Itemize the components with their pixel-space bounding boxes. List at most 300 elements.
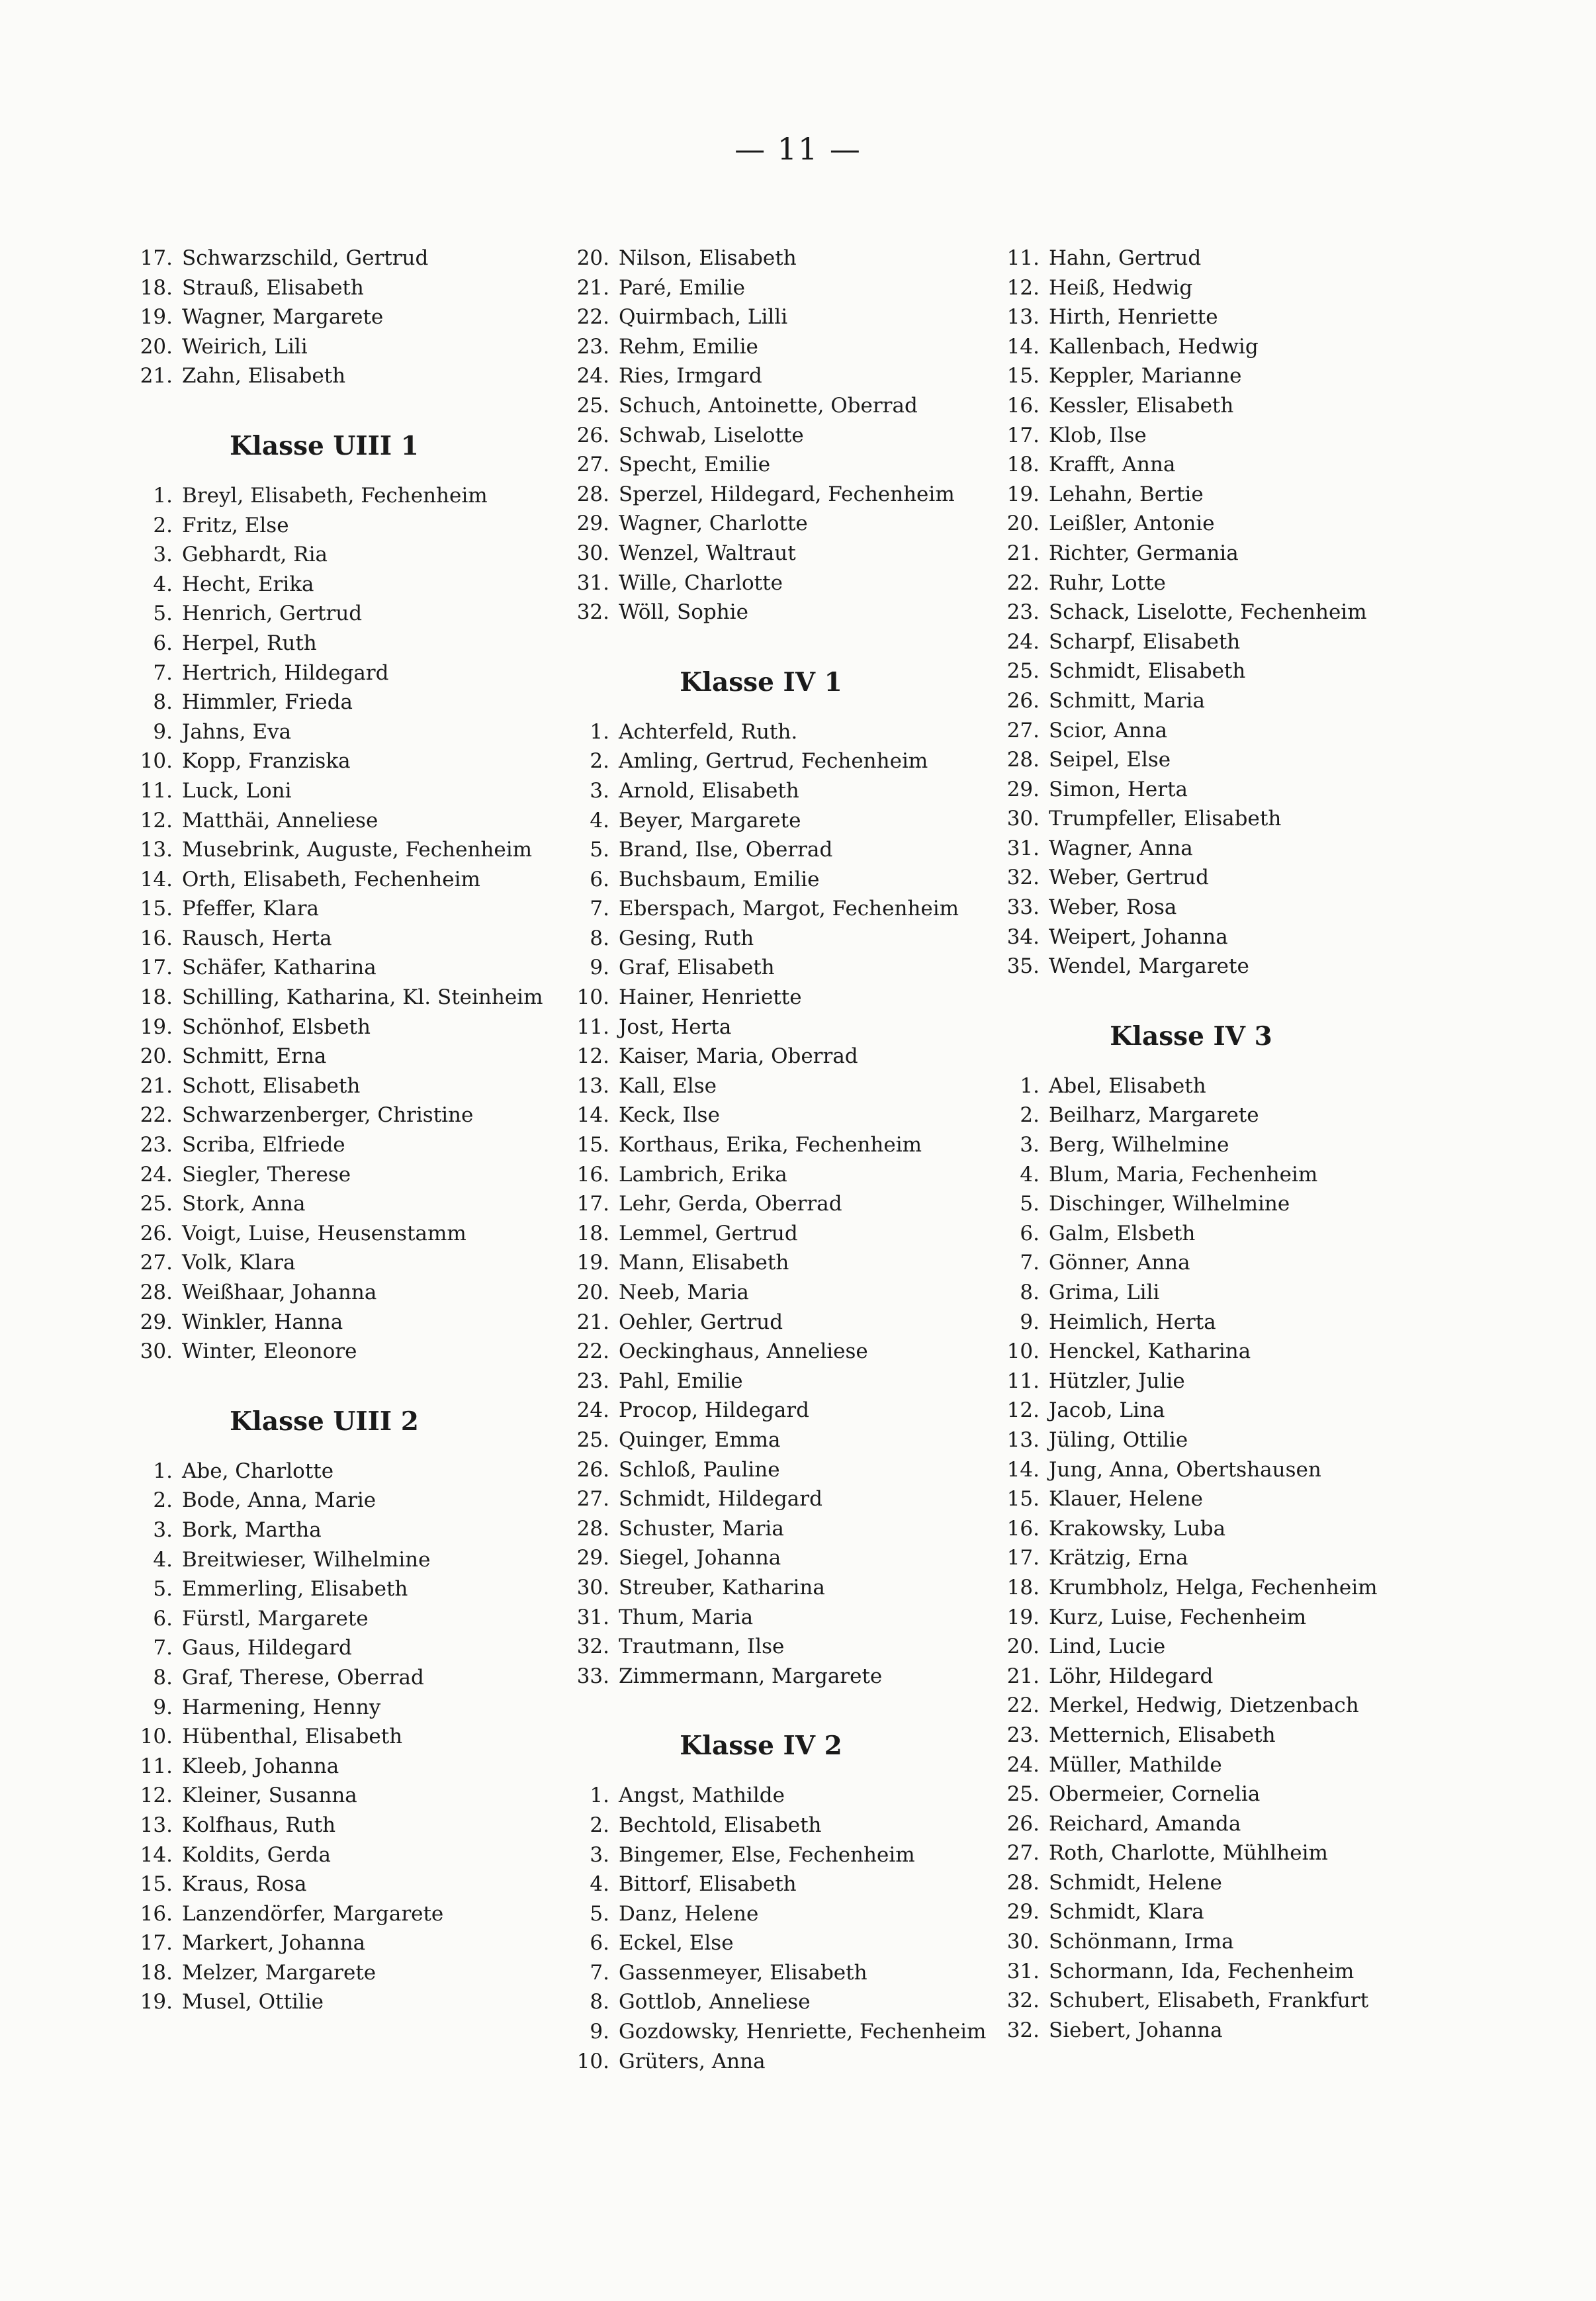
student-entry: [559, 1603, 1036, 1633]
entry-name: Roth, Charlotte, Mühlheim: [1049, 1841, 1328, 1866]
student-entry: [989, 1662, 1466, 1692]
student-entry: [122, 1219, 599, 1249]
entry-name: Quinger, Emma: [619, 1427, 781, 1452]
student-entry: [989, 1780, 1466, 1809]
entry-number: 19.: [140, 305, 173, 330]
entry-number: 2.: [1020, 1103, 1040, 1128]
entry-name: Schwarzschild, Gertrud: [182, 246, 429, 270]
entry-name: Schubert, Elisabeth, Frankfurt: [1049, 1989, 1369, 2013]
student-entry: [989, 1721, 1466, 1750]
student-entry: [989, 1219, 1466, 1249]
student-entry: [989, 686, 1466, 716]
entry-number: 13.: [1006, 1427, 1040, 1452]
entry-name: Henrich, Gertrud: [182, 602, 363, 626]
entry-name: Merkel, Hedwig, Dietzenbach: [1049, 1693, 1359, 1718]
entry-name: Reichard, Amanda: [1049, 1811, 1241, 1836]
entry-name: Thum, Maria: [619, 1605, 754, 1629]
entry-name: Kolfhaus, Ruth: [182, 1813, 336, 1837]
student-entry: [559, 1071, 1036, 1101]
entry-name: Stork, Anna: [182, 1192, 306, 1216]
entry-number: 14.: [1006, 1457, 1040, 1482]
entry-name: Bittorf, Elisabeth: [619, 1872, 797, 1897]
entry-name: Weirich, Lili: [182, 334, 308, 359]
entry-number: 16.: [140, 1901, 173, 1926]
entry-name: Blum, Maria, Fechenheim: [1049, 1162, 1318, 1187]
entry-name: Henckel, Katharina: [1049, 1339, 1251, 1364]
entry-number: 26.: [140, 1221, 173, 1245]
student-entry: [559, 598, 1036, 627]
student-entry: [559, 1870, 1036, 1899]
student-entry: [989, 1809, 1466, 1839]
entry-name: Kleeb, Johanna: [182, 1754, 339, 1778]
student-entry: [559, 539, 1036, 568]
entry-name: Siegler, Therese: [182, 1162, 351, 1187]
entry-name: Achterfeld, Ruth.: [619, 719, 798, 744]
student-entry: [122, 599, 599, 629]
entry-name: Herpel, Ruth: [182, 631, 317, 655]
entry-number: 17.: [1006, 423, 1040, 447]
entry-number: 13.: [1006, 305, 1040, 330]
entry-number: 16.: [1006, 1516, 1040, 1541]
page-number: — 11 —: [734, 131, 862, 167]
student-entry: [559, 1308, 1036, 1337]
student-entry: [559, 332, 1036, 362]
entry-number: 22.: [1006, 1693, 1040, 1718]
entry-name: Lind, Lucie: [1049, 1635, 1166, 1659]
student-entry: [122, 1928, 599, 1958]
entry-name: Krakowsky, Luba: [1049, 1516, 1226, 1541]
entry-number: 32.: [576, 1635, 609, 1659]
entry-number: 8.: [153, 1665, 173, 1690]
entry-name: Eberspach, Margot, Fechenheim: [619, 897, 959, 921]
entry-number: 19.: [576, 1251, 609, 1275]
entry-name: Jüling, Ottilie: [1049, 1427, 1188, 1452]
student-entry: [559, 1278, 1036, 1308]
entry-name: Weipert, Johanna: [1049, 925, 1228, 949]
student-entry: [122, 1545, 599, 1575]
student-entry: [122, 688, 599, 717]
entry-number: 20.: [140, 1044, 173, 1069]
entry-name: Lambrich, Erika: [619, 1162, 787, 1187]
entry-number: 5.: [590, 838, 609, 862]
entry-number: 17.: [140, 1931, 173, 1956]
entry-number: 20.: [140, 334, 173, 359]
entry-name: Gesing, Ruth: [619, 926, 754, 950]
entry-number: 23.: [576, 334, 609, 359]
entry-name: Gozdowsky, Henriette, Fechenheim: [619, 2020, 987, 2044]
student-entry: [122, 1781, 599, 1811]
entry-name: Scharpf, Elisabeth: [1049, 629, 1241, 654]
entry-name: Fritz, Else: [182, 513, 289, 537]
student-entry: [989, 923, 1466, 952]
entry-name: Quirmbach, Lilli: [619, 305, 788, 330]
entry-number: 4.: [590, 1872, 609, 1897]
student-entry: [122, 302, 599, 332]
student-entry: [122, 1870, 599, 1899]
student-entry: [989, 1957, 1466, 1987]
student-entry: [122, 1337, 599, 1367]
entry-name: Schmidt, Hildegard: [619, 1487, 822, 1511]
entry-number: 30.: [1006, 807, 1040, 831]
entry-number: 3.: [1020, 1133, 1040, 1157]
student-entry: [122, 273, 599, 303]
entry-number: 33.: [1006, 895, 1040, 920]
entry-number: 19.: [140, 1015, 173, 1039]
entry-number: 18.: [140, 985, 173, 1010]
entry-name: Klob, Ilse: [1049, 423, 1147, 447]
entry-number: 21.: [576, 1310, 609, 1334]
student-entry: [559, 1811, 1036, 1840]
entry-number: 20.: [576, 246, 609, 270]
student-entry: [559, 1662, 1036, 1692]
entry-name: Gottlob, Anneliese: [619, 1990, 811, 2014]
entry-name: Wenzel, Waltraut: [619, 541, 796, 565]
student-entry: [122, 1486, 599, 1515]
entry-name: Schuster, Maria: [619, 1516, 784, 1541]
entry-name: Specht, Emilie: [619, 453, 771, 477]
student-entry: [559, 568, 1036, 598]
entry-name: Bode, Anna, Marie: [182, 1488, 377, 1513]
entry-number: 11.: [140, 1754, 173, 1778]
student-entry: [122, 1693, 599, 1723]
entry-name: Hahn, Gertrud: [1049, 246, 1202, 270]
entry-number: 2.: [590, 1813, 609, 1837]
entry-name: Hirth, Henriette: [1049, 305, 1218, 330]
class-heading: Klasse UIII 2: [230, 1406, 419, 1437]
student-entry: [559, 1543, 1036, 1573]
entry-name: Luck, Loni: [182, 778, 292, 803]
entry-number: 24.: [576, 1398, 609, 1423]
student-entry: [989, 1455, 1466, 1485]
student-entry: [559, 835, 1036, 865]
entry-number: 24.: [1006, 1752, 1040, 1777]
student-entry: [122, 1987, 599, 2017]
entry-name: Amling, Gertrud, Fechenheim: [619, 749, 928, 774]
entry-number: 1.: [590, 719, 609, 744]
student-entry: [122, 894, 599, 924]
student-entry: [989, 391, 1466, 421]
student-entry: [122, 953, 599, 983]
student-entry: [989, 893, 1466, 923]
entry-name: Weber, Gertrud: [1049, 866, 1210, 890]
entry-number: 31.: [1006, 836, 1040, 860]
entry-number: 19.: [140, 1990, 173, 2014]
student-entry: [989, 1396, 1466, 1425]
entry-name: Heimlich, Herta: [1049, 1310, 1216, 1334]
entry-name: Brand, Ilse, Oberrad: [619, 838, 833, 862]
entry-name: Hainer, Henriette: [619, 985, 802, 1010]
entry-number: 14.: [1006, 334, 1040, 359]
student-entry: [122, 1071, 599, 1101]
entry-name: Zahn, Elisabeth: [182, 364, 346, 388]
entry-number: 14.: [140, 867, 173, 891]
entry-name: Siebert, Johanna: [1049, 2018, 1223, 2042]
entry-name: Schloß, Pauline: [619, 1457, 780, 1482]
entry-name: Emmerling, Elisabeth: [182, 1577, 408, 1602]
entry-number: 32.: [576, 600, 609, 625]
entry-number: 16.: [140, 926, 173, 950]
student-entry: [989, 273, 1466, 303]
student-entry: [559, 776, 1036, 806]
entry-name: Jost, Herta: [619, 1015, 732, 1039]
entry-name: Pfeffer, Klara: [182, 897, 320, 921]
entry-number: 7.: [1020, 1251, 1040, 1275]
entry-name: Matthäi, Anneliese: [182, 808, 378, 833]
entry-number: 24.: [1006, 629, 1040, 654]
entry-number: 3.: [153, 543, 173, 567]
entry-name: Musebrink, Auguste, Fechenheim: [182, 838, 532, 862]
entry-number: 15.: [140, 897, 173, 921]
student-entry: [559, 1396, 1036, 1425]
entry-name: Kraus, Rosa: [182, 1872, 307, 1897]
student-entry: [989, 539, 1466, 568]
entry-name: Obermeier, Cornelia: [1049, 1782, 1261, 1807]
entry-name: Dischinger, Wilhelmine: [1049, 1192, 1290, 1216]
student-entry: [559, 1013, 1036, 1042]
entry-number: 32.: [1006, 866, 1040, 890]
student-entry: [989, 745, 1466, 775]
student-entry: [122, 717, 599, 747]
entry-number: 11.: [1006, 1369, 1040, 1393]
student-entry: [122, 1160, 599, 1190]
student-entry: [989, 1101, 1466, 1130]
entry-number: 25.: [1006, 659, 1040, 684]
entry-number: 27.: [1006, 718, 1040, 743]
entry-number: 17.: [576, 1192, 609, 1216]
entry-number: 2.: [590, 749, 609, 774]
entry-number: 27.: [576, 453, 609, 477]
entry-number: 9.: [153, 1695, 173, 1719]
student-entry: [989, 1750, 1466, 1780]
entry-name: Breitwieser, Wilhelmine: [182, 1547, 431, 1572]
student-entry: [122, 658, 599, 688]
student-entry: [989, 1543, 1466, 1573]
entry-number: 4.: [1020, 1162, 1040, 1187]
student-entry: [122, 629, 599, 658]
entry-number: 17.: [1006, 1546, 1040, 1570]
student-entry: [559, 1160, 1036, 1190]
entry-number: 20.: [1006, 1635, 1040, 1659]
entry-name: Hützler, Julie: [1049, 1369, 1185, 1393]
entry-name: Krumbholz, Helga, Fechenheim: [1049, 1575, 1378, 1600]
entry-name: Graf, Therese, Oberrad: [182, 1665, 424, 1690]
entry-number: 11.: [576, 1015, 609, 1039]
entry-number: 10.: [576, 985, 609, 1010]
student-entry: [559, 2017, 1036, 2047]
student-entry: [559, 924, 1036, 954]
entry-number: 14.: [140, 1842, 173, 1867]
student-entry: [122, 865, 599, 895]
entry-number: 8.: [153, 690, 173, 715]
entry-name: Trumpfeller, Elisabeth: [1049, 807, 1282, 831]
entry-name: Seipel, Else: [1049, 748, 1171, 772]
student-entry: [122, 1633, 599, 1663]
entry-number: 12.: [140, 1783, 173, 1808]
entry-name: Jahns, Eva: [182, 719, 292, 744]
column-middle: [559, 244, 1036, 2076]
entry-number: 29.: [1006, 777, 1040, 801]
entry-name: Grima, Lili: [1049, 1281, 1160, 1304]
entry-number: 28.: [1006, 748, 1040, 772]
student-entry: [122, 1663, 599, 1693]
student-entry: [122, 1130, 599, 1160]
entry-name: Procop, Hildegard: [619, 1398, 809, 1423]
student-entry: [559, 1781, 1036, 1811]
student-entry: [122, 481, 599, 511]
entry-number: 6.: [590, 1931, 609, 1956]
entry-number: 9.: [590, 956, 609, 980]
entry-number: 26.: [576, 1457, 609, 1482]
student-entry: [559, 1425, 1036, 1455]
class-heading: Klasse IV 2: [680, 1731, 842, 1762]
entry-name: Klauer, Helene: [1049, 1487, 1203, 1511]
student-entry: [989, 1278, 1466, 1308]
entry-name: Jung, Anna, Obertshausen: [1049, 1457, 1321, 1482]
student-entry: [122, 1840, 599, 1870]
entry-number: 1.: [153, 483, 173, 508]
student-entry: [989, 1160, 1466, 1190]
entry-name: Leißler, Antonie: [1049, 512, 1215, 536]
entry-number: 20.: [1006, 512, 1040, 536]
entry-number: 20.: [576, 1281, 609, 1304]
entry-number: 25.: [1006, 1782, 1040, 1807]
entry-name: Lanzendörfer, Margarete: [182, 1901, 444, 1926]
entry-number: 32.: [1006, 1989, 1040, 2013]
student-entry: [989, 509, 1466, 539]
student-entry: [989, 332, 1466, 362]
student-entry: [122, 1013, 599, 1042]
entry-name: Schwarzenberger, Christine: [182, 1103, 474, 1128]
entry-name: Bechtold, Elisabeth: [619, 1813, 822, 1837]
student-entry: [122, 1515, 599, 1545]
entry-number: 33.: [576, 1664, 609, 1688]
student-entry: [559, 746, 1036, 776]
entry-number: 21.: [1006, 541, 1040, 565]
entry-number: 5.: [1020, 1192, 1040, 1216]
entry-name: Weber, Rosa: [1049, 895, 1177, 920]
student-entry: [122, 1722, 599, 1752]
entry-name: Melzer, Margarete: [182, 1960, 377, 1985]
student-entry: [122, 1189, 599, 1219]
entry-number: 30.: [576, 541, 609, 565]
entry-name: Hecht, Erika: [182, 572, 314, 596]
entry-name: Danz, Helene: [619, 1901, 759, 1926]
entry-name: Korthaus, Erika, Fechenheim: [619, 1133, 922, 1157]
entry-number: 9.: [1020, 1310, 1040, 1334]
student-entry: [559, 953, 1036, 983]
student-entry: [989, 1897, 1466, 1927]
entry-number: 17.: [140, 956, 173, 980]
entry-name: Keppler, Marianne: [1049, 364, 1242, 388]
student-entry: [122, 540, 599, 570]
student-entry: [559, 273, 1036, 303]
entry-name: Schmidt, Klara: [1049, 1900, 1204, 1924]
entry-name: Wagner, Charlotte: [619, 512, 808, 536]
entry-name: Schuch, Antoinette, Oberrad: [619, 393, 918, 418]
entry-name: Wagner, Margarete: [182, 305, 384, 330]
student-entry: [559, 1987, 1036, 2017]
student-entry: [989, 1248, 1466, 1278]
student-entry: [989, 775, 1466, 805]
entry-number: 18.: [1006, 1575, 1040, 1600]
entry-number: 26.: [576, 423, 609, 447]
student-entry: [559, 1042, 1036, 1071]
student-entry: [989, 863, 1466, 893]
entry-number: 22.: [576, 1339, 609, 1364]
entry-number: 4.: [590, 808, 609, 833]
entry-number: 23.: [1006, 600, 1040, 625]
student-entry: [122, 806, 599, 836]
entry-number: 9.: [590, 2020, 609, 2044]
student-entry: [559, 509, 1036, 539]
student-entry: [989, 1484, 1466, 1514]
student-entry: [989, 598, 1466, 627]
entry-name: Mann, Elisabeth: [619, 1251, 789, 1275]
entry-name: Gönner, Anna: [1049, 1251, 1190, 1275]
entry-name: Gebhardt, Ria: [182, 543, 328, 567]
entry-name: Scior, Anna: [1049, 718, 1168, 743]
entry-number: 5.: [590, 1901, 609, 1926]
entry-number: 35.: [1006, 954, 1040, 979]
entry-name: Oeckinghaus, Anneliese: [619, 1339, 868, 1364]
student-entry: [122, 1042, 599, 1071]
entry-number: 26.: [1006, 688, 1040, 713]
entry-name: Abel, Elisabeth: [1049, 1073, 1206, 1098]
student-entry: [559, 1573, 1036, 1603]
entry-name: Grüters, Anna: [619, 2049, 766, 2073]
student-entry: [559, 1958, 1036, 1988]
entry-name: Siegel, Johanna: [619, 1546, 781, 1570]
student-entry: [559, 302, 1036, 332]
entry-name: Schmidt, Helene: [1049, 1870, 1222, 1895]
entry-number: 4.: [153, 572, 173, 596]
entry-name: Wagner, Anna: [1049, 836, 1193, 860]
student-entry: [559, 450, 1036, 480]
student-entry: [559, 480, 1036, 510]
student-entry: [559, 865, 1036, 895]
student-entry: [122, 361, 599, 391]
entry-name: Gassenmeyer, Elisabeth: [619, 1960, 867, 1985]
entry-number: 23.: [140, 1133, 173, 1157]
entry-name: Volk, Klara: [182, 1251, 296, 1275]
entry-name: Winkler, Hanna: [182, 1310, 343, 1334]
entry-name: Harmening, Henny: [182, 1695, 381, 1719]
entry-name: Schwab, Liselotte: [619, 423, 804, 447]
entry-name: Buchsbaum, Emilie: [619, 867, 820, 891]
entry-number: 12.: [1006, 1398, 1040, 1423]
entry-number: 29.: [140, 1310, 173, 1334]
entry-name: Lemmel, Gertrud: [619, 1221, 798, 1245]
entry-number: 15.: [1006, 1487, 1040, 1511]
entry-number: 2.: [153, 1488, 173, 1513]
entry-number: 23.: [576, 1369, 609, 1393]
entry-number: 27.: [576, 1487, 609, 1511]
column-right: [989, 244, 1466, 2045]
entry-name: Pahl, Emilie: [619, 1369, 743, 1393]
entry-number: 8.: [590, 926, 609, 950]
student-entry: [989, 1337, 1466, 1367]
student-entry: [559, 1514, 1036, 1544]
entry-number: 5.: [153, 602, 173, 626]
entry-number: 27.: [1006, 1841, 1040, 1866]
entry-name: Löhr, Hildegard: [1049, 1664, 1214, 1688]
entry-number: 13.: [140, 838, 173, 862]
student-entry: [559, 244, 1036, 273]
entry-name: Voigt, Luise, Heusenstamm: [182, 1221, 466, 1245]
student-entry: [559, 1189, 1036, 1219]
entry-name: Metternich, Elisabeth: [1049, 1723, 1276, 1747]
entry-name: Streuber, Katharina: [619, 1575, 825, 1600]
